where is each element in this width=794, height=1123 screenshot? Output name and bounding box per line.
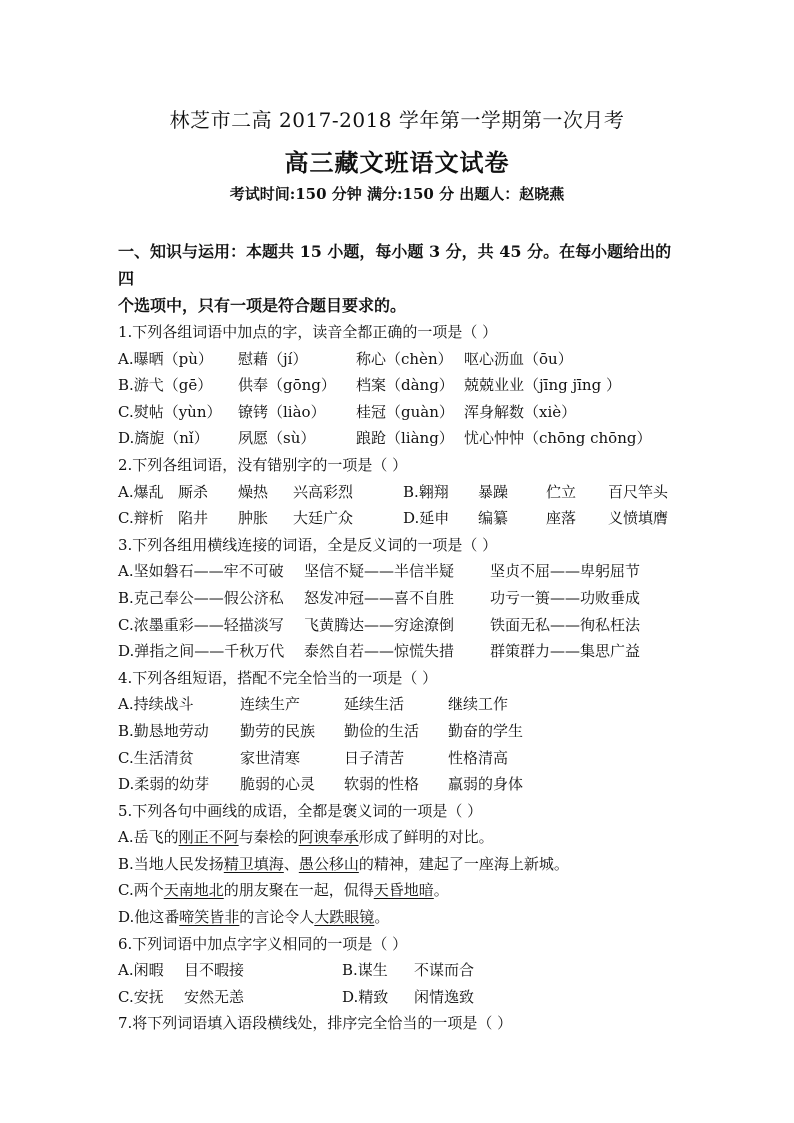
option-text: 。 — [374, 908, 390, 927]
underlined-idiom: 啼笑皆非 — [179, 908, 240, 927]
option-term: D.精致 — [342, 987, 389, 1006]
option-text: 、 — [283, 854, 299, 873]
option-term: 大廷广众 — [293, 509, 354, 528]
underlined-idiom: 愚公移山 — [298, 854, 359, 873]
option-term: 陷井 — [178, 509, 209, 528]
option-term: 兴高彩烈 — [293, 482, 354, 501]
section-heading-line2: 个选项中，只有一项是符合题目要求的。 — [118, 296, 407, 315]
question-3-option-d — [118, 638, 678, 665]
option-term: 功亏一篑——功败垂成 — [490, 588, 641, 607]
exam-info: 考试时间:150 分钟 满分:150 分 出题人：赵晓燕 — [229, 185, 565, 203]
option-term: 义愤填膺 — [608, 509, 669, 528]
question-3-option-b — [118, 585, 678, 612]
question-5-option-a — [118, 824, 678, 851]
option-term: 供奉（gōng） — [238, 376, 336, 395]
question-5-option-b — [118, 851, 678, 878]
question-6-stem: 6.下列词语中加点字字义相同的一项是（ ） — [118, 934, 408, 953]
option-term: 百尺竿头 — [608, 482, 669, 501]
option-term: 目不暇接 — [184, 961, 245, 980]
question-5-option-c — [118, 877, 678, 904]
option-term: 勤俭的生活 — [344, 721, 420, 740]
option-term: B.勤恳地劳动 — [118, 721, 209, 740]
option-term: 编纂 — [478, 509, 509, 528]
underlined-idiom: 精卫填海 — [223, 854, 284, 873]
question-4-option-c — [118, 745, 678, 772]
option-term: 忧心忡忡（chōng chōng） — [464, 429, 652, 448]
option-term: 座落 — [546, 509, 577, 528]
option-term: A.持续战斗 — [118, 695, 194, 714]
question-4-option-a — [118, 691, 678, 718]
option-term: 伫立 — [546, 482, 577, 501]
option-term: 怒发冲冠——喜不自胜 — [304, 588, 455, 607]
option-term: B.谋生 — [342, 961, 388, 980]
option-text: D.他这番 — [118, 908, 180, 927]
option-term: C.安抚 — [118, 987, 164, 1006]
option-text: 的朋友聚在一起，侃得 — [223, 881, 374, 900]
option-term: 浑身解数（xiè） — [464, 402, 577, 421]
option-term: 坚贞不屈——卑躬屈节 — [490, 562, 641, 581]
option-term: 踉跄（liàng） — [356, 429, 454, 448]
option-term: 延续生活 — [344, 695, 405, 714]
option-term: C.生活清贫 — [118, 748, 194, 767]
question-4-option-b — [118, 718, 678, 745]
underlined-idiom: 天南地北 — [163, 881, 224, 900]
underlined-idiom: 刚正不阿 — [178, 828, 239, 847]
option-term: 档案（dàng） — [356, 376, 454, 395]
question-3-stem: 3.下列各组用横线连接的词语，全是反义词的一项是（ ） — [118, 535, 498, 554]
option-term: 镣铐（liào） — [238, 402, 326, 421]
option-term: 不谋而合 — [414, 961, 475, 980]
option-text: B.当地人民发扬 — [118, 854, 224, 873]
option-term: 坚信不疑——半信半疑 — [304, 562, 455, 581]
section-heading-line1: 一、知识与运用：本题共 15 小题，每小题 3 分，共 45 分。在每小题给出的四 — [118, 242, 672, 288]
option-text: A.岳飞的 — [118, 828, 179, 847]
option-term: 飞黄腾达——穷途潦倒 — [304, 615, 455, 634]
question-4-option-d — [118, 771, 678, 798]
option-term: A.闲暇 — [118, 961, 164, 980]
option-term: 群策群力——集思广益 — [490, 642, 641, 661]
option-term: 继续工作 — [448, 695, 509, 714]
option-text: C.两个 — [118, 881, 164, 900]
option-term: 燥热 — [238, 482, 269, 501]
option-term: 日子清苦 — [344, 748, 405, 767]
option-term: C.熨帖（yùn） — [118, 402, 222, 421]
option-term: 厮杀 — [178, 482, 209, 501]
option-term: 勤劳的民族 — [240, 721, 316, 740]
option-term: 羸弱的身体 — [448, 775, 524, 794]
underlined-idiom: 阿谀奉承 — [298, 828, 359, 847]
option-term: 呕心沥血（ōu） — [464, 349, 573, 368]
option-text: 的精神，建起了一座海上新城。 — [358, 854, 569, 873]
option-term: 脆弱的心灵 — [240, 775, 316, 794]
question-1-option-c — [118, 399, 678, 426]
question-6-options-ab — [118, 957, 678, 984]
option-term: D.延申 — [403, 509, 450, 528]
question-1-stem: 1.下列各组词语中加点的字，读音全都正确的一项是（ ） — [118, 323, 498, 341]
school-title: 林芝市二高 2017-2018 学年第一学期第一次月考 — [169, 108, 625, 132]
option-term: 兢兢业业（jīng jīng ） — [464, 376, 621, 395]
option-term: 性格清高 — [448, 748, 509, 767]
option-term: A.爆乱 — [118, 482, 164, 501]
option-term: 肿胀 — [238, 509, 269, 528]
option-term: 连续生产 — [240, 695, 301, 714]
option-text: 与秦桧的 — [238, 828, 299, 847]
exam-body — [118, 238, 678, 1037]
option-term: 称心（chèn） — [356, 349, 453, 368]
option-term: 安然无恙 — [184, 987, 245, 1006]
option-term: 闲情逸致 — [414, 987, 475, 1006]
question-5-stem: 5.下列各句中画线的成语，全都是褒义词的一项是（ ） — [118, 801, 483, 820]
question-5-option-d — [118, 904, 678, 931]
option-term: 桂冠（guàn） — [356, 402, 454, 421]
underlined-idiom: 天昏地暗 — [373, 881, 434, 900]
question-1-option-b — [118, 372, 678, 399]
option-term: A.曝晒（pù） — [118, 349, 213, 368]
option-term: C.辩析 — [118, 509, 164, 528]
option-term: D.柔弱的幼芽 — [118, 775, 210, 794]
question-1-option-a — [118, 346, 678, 373]
option-term: A.坚如磐石——牢不可破 — [118, 562, 284, 581]
question-3-option-a — [118, 558, 678, 585]
question-2-options-ab — [118, 479, 678, 506]
option-text: 。 — [433, 881, 449, 900]
option-term: B.翱翔 — [403, 482, 449, 501]
option-term: 家世清寒 — [240, 748, 301, 767]
option-term: C.浓墨重彩——轻描淡写 — [118, 615, 284, 634]
option-term: D.旖旎（nǐ） — [118, 429, 209, 448]
question-3-option-c — [118, 612, 678, 639]
underlined-idiom: 大跌眼镜 — [314, 908, 375, 927]
option-term: 泰然自若——惊慌失措 — [304, 642, 455, 661]
question-2-stem: 2.下列各组词语，没有错别字的一项是（ ） — [118, 455, 408, 474]
option-term: B.游弋（gē） — [118, 376, 213, 395]
question-7-stem: 7.将下列词语填入语段横线处，排序完全恰当的一项是（ ） — [118, 1014, 513, 1033]
option-term: 软弱的性格 — [344, 775, 420, 794]
option-text: 形成了鲜明的对比。 — [358, 828, 494, 847]
question-6-options-cd — [118, 984, 678, 1011]
option-term: B.克己奉公——假公济私 — [118, 588, 284, 607]
option-term: D.弹指之间——千秋万代 — [118, 642, 285, 661]
option-term: 勤奋的学生 — [448, 721, 524, 740]
exam-title: 高三藏文班语文试卷 — [284, 148, 510, 177]
question-4-stem: 4.下列各组短语，搭配不完全恰当的一项是（ ） — [118, 668, 438, 687]
option-term: 慰藉（jí） — [238, 349, 308, 368]
question-2-options-cd — [118, 505, 678, 532]
option-term: 铁面无私——徇私枉法 — [490, 615, 641, 634]
option-term: 暴躁 — [478, 482, 509, 501]
question-1-option-d — [118, 425, 678, 452]
option-text: 的言论令人 — [239, 908, 315, 927]
option-term: 夙愿（sù） — [238, 429, 316, 448]
